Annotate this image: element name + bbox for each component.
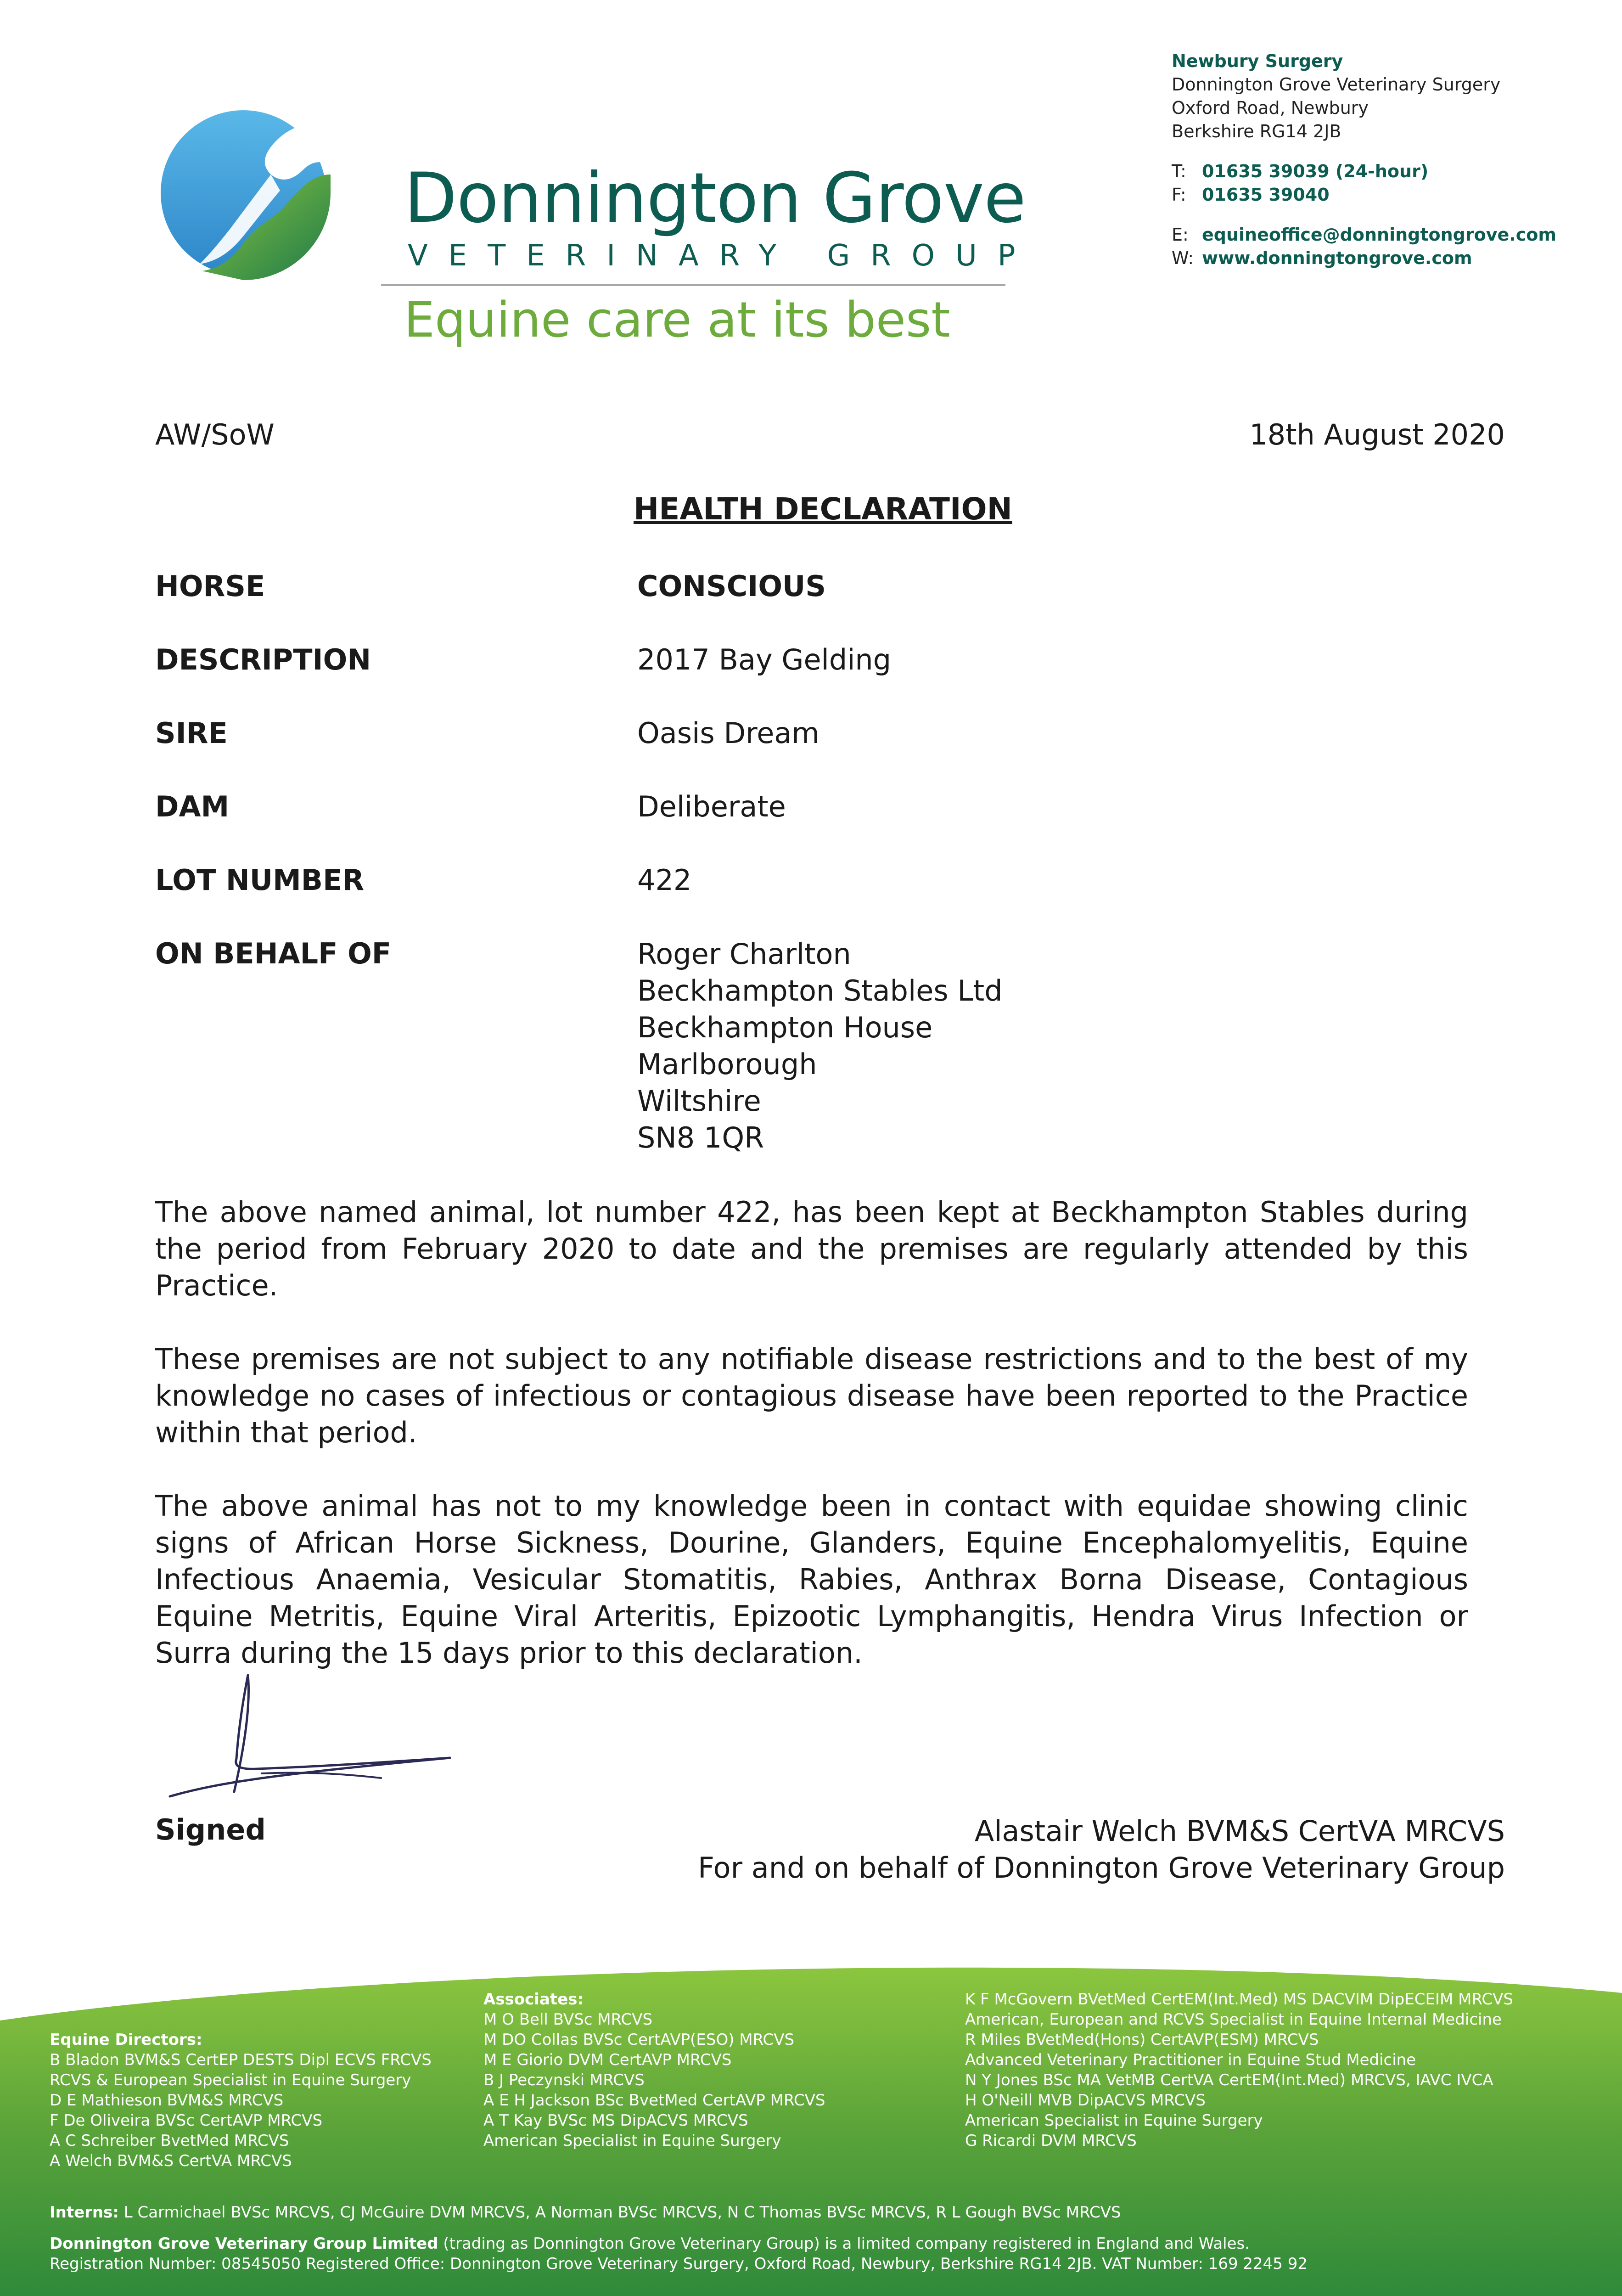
field-label-horse: HORSE [155, 569, 265, 603]
brand-tagline: Equine care at its best [404, 292, 950, 348]
associate-entry: G Ricardi DVM MRCVS [965, 2132, 1137, 2150]
document-heading: HEALTH DECLARATION [634, 491, 1012, 527]
website-link[interactable]: www.donningtongrove.com [1202, 248, 1472, 268]
horse-head-circle-icon [156, 106, 331, 280]
address-line: Berkshire RG14 2JB [1172, 121, 1341, 141]
fax-number: 01635 39040 [1202, 185, 1330, 205]
address-line: Beckhampton House [637, 1011, 933, 1044]
associates-title: Associates: [483, 1990, 584, 2009]
associate-entry: K F McGovern BVetMed CertEM(Int.Med) MS DACVIM DipECEIM MRCVS [965, 1990, 1513, 2009]
on-behalf-of-address [637, 936, 1003, 1156]
footer-interns [50, 2202, 1121, 2223]
associate-entry: M E Giorio DVM CertAVP MRCVS [483, 2051, 732, 2069]
field-label-dam: DAM [155, 790, 230, 823]
brand-name: Donnington Grove [404, 158, 1026, 238]
signatory-role: For and on behalf of Donnington Grove Veterinary Group [698, 1851, 1505, 1885]
registration-info: Registration Number: 08545050 Registered Office: Donnington Grove Veterinary Surgery, Oxford Road, Newbury, Berkshire RG14 2JB. VAT Number: 169 2245 92 [50, 2255, 1308, 2273]
phone-number[interactable]: 01635 39039 (24-hour) [1202, 161, 1429, 181]
footer-directors [50, 2030, 432, 2171]
signatory-name: Alastair Welch BVM&S CertVA MRCVS [974, 1814, 1505, 1848]
company-name: Donnington Grove Veterinary Group Limited [50, 2234, 438, 2253]
field-label-description: DESCRIPTION [155, 643, 371, 676]
associate-entry: American Specialist in Equine Surgery [965, 2111, 1263, 2130]
interns-title: Interns: [50, 2203, 119, 2222]
director-entry: F De Oliveira BVSc CertAVP MRCVS [50, 2111, 323, 2130]
associate-entry: M DO Collas BVSc CertAVP(ESO) MRCVS [483, 2031, 795, 2049]
letter-reference: AW/SoW [155, 418, 275, 451]
director-entry: A C Schreiber BvetMed MRCVS [50, 2132, 289, 2150]
field-value-description: 2017 Bay Gelding [637, 643, 892, 676]
email-link[interactable]: equineoffice@donningtongrove.com [1202, 225, 1556, 245]
company-description: (trading as Donnington Grove Veterinary Group) is a limited company registered in England and Wales. [438, 2234, 1250, 2253]
contact-block [1172, 50, 1556, 270]
address-line: Beckhampton Stables Ltd [637, 974, 1003, 1007]
associate-entry: American, European and RCVS Specialist in Equine Internal Medicine [965, 2010, 1502, 2029]
associate-entry: A E H Jackson BSc BvetMed CertAVP MRCVS [483, 2091, 825, 2110]
associate-entry: M O Bell BVSc MRCVS [483, 2010, 653, 2029]
handwritten-signature [165, 1671, 459, 1805]
brand-divider [381, 284, 1005, 286]
director-entry: B Bladon BVM&S CertEP DESTS Dipl ECVS FRCVS [50, 2051, 432, 2069]
declaration-paragraph: The above named animal, lot number 422, has been kept at Beckhampton Stables during the period from February 2020 to date and the premises are regularly attended by this Practice. [155, 1195, 1468, 1302]
director-entry: A Welch BVM&S CertVA MRCVS [50, 2152, 292, 2170]
director-entry: RCVS & European Specialist in Equine Surgery [50, 2071, 411, 2089]
field-value-sire: Oasis Dream [637, 716, 819, 750]
address-line: Oxford Road, Newbury [1172, 98, 1369, 118]
associate-entry: American Specialist in Equine Surgery [483, 2132, 781, 2150]
associate-entry: Advanced Veterinary Practitioner in Equine Stud Medicine [965, 2051, 1416, 2069]
address-line: Donnington Grove Veterinary Surgery [1172, 74, 1501, 95]
associate-entry: B J Peczynski MRCVS [483, 2071, 645, 2089]
associate-entry: A T Kay BVSc MS DipACVS MRCVS [483, 2111, 748, 2130]
phone-label: T: [1172, 161, 1186, 181]
declaration-paragraph: These premises are not subject to any notifiable disease restrictions and to the best of my knowledge no cases of infectious or contagious disease have been reported to the Practice within that period. [155, 1342, 1468, 1449]
letter-date: 18th August 2020 [1249, 418, 1505, 451]
field-value-dam: Deliberate [637, 790, 786, 823]
director-entry: D E Mathieson BVM&S MRCVS [50, 2091, 284, 2110]
field-label-sire: SIRE [155, 716, 228, 750]
address-line: Wiltshire [637, 1084, 761, 1118]
field-label-lot-number: LOT NUMBER [155, 863, 365, 897]
surgery-name: Newbury Surgery [1172, 51, 1343, 71]
fax-label: F: [1172, 185, 1186, 205]
address-line: Roger Charlton [637, 937, 851, 971]
signatory-block [698, 1813, 1505, 1886]
field-value-horse: CONSCIOUS [637, 569, 826, 603]
footer-associates [483, 1989, 825, 2151]
directors-title: Equine Directors: [50, 2031, 202, 2049]
associate-entry: N Y Jones BSc MA VetMB CertVA CertEM(Int.Med) MRCVS, IAVC IVCA [965, 2071, 1493, 2089]
footer-company-info [50, 2234, 1308, 2274]
field-label-on-behalf-of: ON BEHALF OF [155, 937, 392, 970]
signed-label: Signed [155, 1813, 266, 1846]
associate-entry: R Miles BVetMed(Hons) CertAVP(ESM) MRCVS [965, 2031, 1319, 2049]
web-label: W: [1172, 248, 1194, 268]
associate-entry: H O'Neill MVB DipACVS MRCVS [965, 2091, 1206, 2110]
interns-list: L Carmichael BVSc MRCVS, CJ McGuire DVM MRCVS, A Norman BVSc MRCVS, N C Thomas BVSc MRCVS, R L Gough BVSc MRCVS [118, 2203, 1121, 2222]
email-label: E: [1172, 225, 1189, 245]
declaration-paragraph: The above animal has not to my knowledge been in contact with equidae showing clinic signs of African Horse Sickness, Dourine, Glanders, Equine Encephalomyelitis, Equine Infectious Anaemia, Vesicular Stomatitis, Rabies, Anthrax Borna Disease, Contagious Equine Metritis, Equine Viral Arteritis, Epizootic Lymphangitis, Hendra Virus Infection or Surra during the 15 days prior to this declaration. [155, 1489, 1468, 1670]
address-line: Marlborough [637, 1047, 817, 1081]
brand-subtitle: VETERINARY GROUP [408, 239, 1036, 273]
field-value-lot-number: 422 [637, 863, 692, 897]
footer-associates-2 [965, 1989, 1513, 2151]
address-line: SN8 1QR [637, 1121, 764, 1154]
